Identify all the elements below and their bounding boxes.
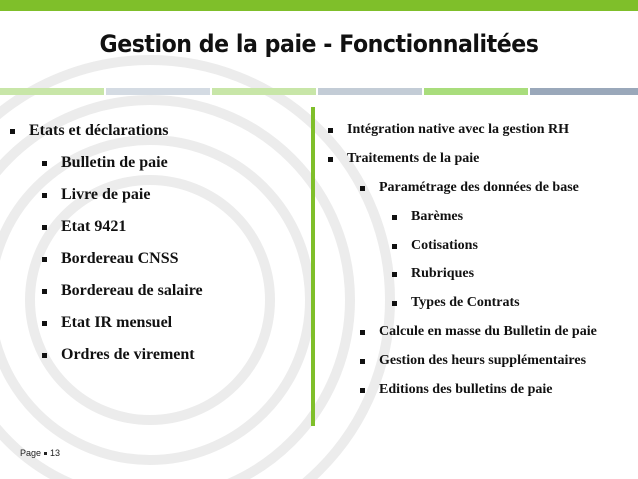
square-bullet-icon — [42, 289, 47, 294]
list-item-label: Etat IR mensuel — [61, 314, 173, 331]
list-item-label: Ordres de virement — [61, 346, 195, 363]
list-item — [392, 266, 474, 282]
square-separator-icon — [44, 452, 47, 455]
square-bullet-icon — [42, 161, 47, 166]
square-bullet-icon — [360, 186, 365, 191]
page-label: Page — [20, 448, 42, 458]
list-item — [328, 122, 569, 138]
square-bullet-icon — [328, 128, 333, 133]
square-bullet-icon — [328, 157, 333, 162]
list-item — [42, 346, 195, 364]
square-bullet-icon — [360, 330, 365, 335]
page-footer — [20, 448, 60, 458]
list-item — [42, 314, 172, 332]
square-bullet-icon — [42, 321, 47, 326]
square-bullet-icon — [42, 193, 47, 198]
list-item-label: Paramétrage des données de base — [379, 180, 579, 195]
list-item-label: Calcule en masse du Bulletin de paie — [379, 324, 597, 339]
list-item — [328, 151, 479, 167]
square-bullet-icon — [10, 129, 15, 134]
list-item-label: Livre de paie — [61, 186, 151, 203]
list-item-label: Bulletin de paie — [61, 154, 168, 171]
list-item — [360, 382, 553, 398]
list-item-label: Types de Contrats — [411, 295, 520, 310]
list-item-label: Bordereau CNSS — [61, 250, 179, 267]
list-item-label: Etat 9421 — [61, 218, 127, 235]
list-item — [42, 218, 126, 236]
list-item — [42, 250, 179, 268]
list-item — [360, 180, 579, 196]
list-item-label: Editions des bulletins de paie — [379, 382, 553, 397]
square-bullet-icon — [392, 215, 397, 220]
list-item-label: Intégration native avec la gestion RH — [347, 122, 570, 137]
list-item — [42, 282, 203, 300]
square-bullet-icon — [42, 257, 47, 262]
list-item-label: Bordereau de salaire — [61, 282, 203, 299]
square-bullet-icon — [360, 388, 365, 393]
list-item-label: Barèmes — [411, 209, 464, 224]
list-item — [392, 209, 463, 225]
page-number: 13 — [50, 448, 61, 458]
square-bullet-icon — [392, 244, 397, 249]
square-bullet-icon — [392, 301, 397, 306]
square-bullet-icon — [42, 353, 47, 358]
list-item — [42, 186, 150, 204]
list-item — [392, 295, 520, 311]
list-item-label: Gestion des heurs supplémentaires — [379, 353, 587, 368]
page-title: Gestion de la paie - Fonctionnalitées — [99, 30, 539, 58]
list-item — [360, 353, 586, 369]
list-item-label: Traitements de la paie — [347, 151, 480, 166]
list-item-label: Rubriques — [411, 266, 475, 281]
square-bullet-icon — [360, 359, 365, 364]
square-bullet-icon — [392, 272, 397, 277]
column-divider — [311, 107, 315, 426]
list-item — [392, 238, 478, 254]
list-item-heading — [10, 122, 169, 140]
list-item-label: Etats et déclarations — [29, 122, 169, 139]
list-item — [42, 154, 168, 172]
list-item — [360, 324, 597, 340]
square-bullet-icon — [42, 225, 47, 230]
list-item-label: Cotisations — [411, 238, 478, 253]
